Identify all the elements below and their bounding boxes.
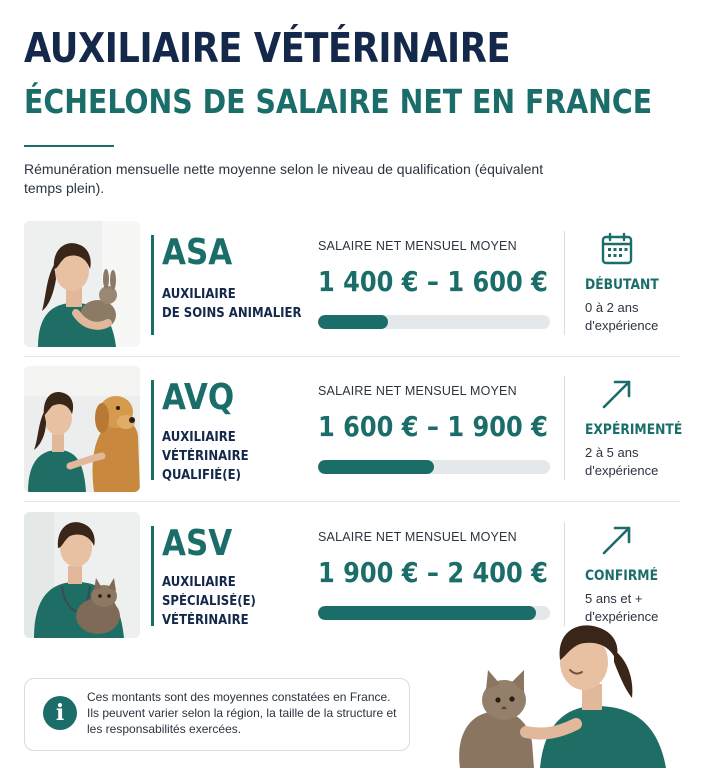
level-description xyxy=(585,444,658,480)
salary-caption: SALAIRE NET MENSUEL MOYEN xyxy=(318,239,517,253)
info-note xyxy=(24,678,410,751)
info-icon: i xyxy=(43,696,77,730)
level-label-line: AUXILIAIRE xyxy=(162,575,236,590)
level-code: AVQ xyxy=(162,377,235,418)
info-note-text: Ces montants sont des moyennes constatées en France. Ils peuvent varier selon la région, la taille de la structure et les responsabilités exercées. xyxy=(87,690,397,736)
arrow-up-right-icon xyxy=(599,522,635,558)
accent-bar xyxy=(151,235,154,335)
level-description-line: 0 à 2 ans xyxy=(585,300,639,315)
photo-assistant-rabbit xyxy=(24,221,140,347)
level-label-line: AUXILIAIRE xyxy=(162,430,236,445)
salary-bar-fill xyxy=(318,315,388,329)
salary-caption: SALAIRE NET MENSUEL MOYEN xyxy=(318,530,517,544)
salary-range: 1 400 € – 1 600 € xyxy=(318,265,548,298)
level-description-line: 2 à 5 ans xyxy=(585,445,639,460)
level-name: DÉBUTANT xyxy=(585,277,659,293)
level-label-line: QUALIFIÉ(E) xyxy=(162,468,241,483)
level-description-line: d'expérience xyxy=(585,609,659,624)
column-divider xyxy=(564,376,565,480)
salary-range: 1 600 € – 1 900 € xyxy=(318,410,548,443)
level-code: ASV xyxy=(162,523,233,564)
photo-assistant-dog xyxy=(24,366,140,492)
salary-bar-track xyxy=(318,606,550,620)
salary-bar-track xyxy=(318,460,550,474)
salary-bar-track xyxy=(318,315,550,329)
accent-bar xyxy=(151,380,154,480)
salary-caption: SALAIRE NET MENSUEL MOYEN xyxy=(318,384,517,398)
level-code: ASA xyxy=(162,232,233,273)
level-row-asa xyxy=(24,219,680,349)
level-description xyxy=(585,299,658,335)
level-label-line: VÉTÉRINAIRE xyxy=(162,449,249,464)
page-title: AUXILIAIRE VÉTÉRINAIRE xyxy=(24,24,511,72)
level-description-line: d'expérience xyxy=(585,318,659,333)
intro-text: Rémunération mensuelle nette moyenne selon le niveau de qualification (équivalent temps plein). xyxy=(24,161,544,196)
level-label-line: SPÉCIALISÉ(E) xyxy=(162,594,256,609)
level-label-line: AUXILIAIRE xyxy=(162,287,236,302)
title-rule xyxy=(24,145,114,147)
arrow-up-right-icon xyxy=(599,376,635,412)
level-name: CONFIRMÉ xyxy=(585,568,658,584)
level-label-line: VÉTÉRINAIRE xyxy=(162,613,249,628)
column-divider xyxy=(564,522,565,626)
salary-range: 1 900 € – 2 400 € xyxy=(318,556,548,589)
level-description-line: d'expérience xyxy=(585,463,659,478)
row-separator xyxy=(24,501,680,502)
salary-bar-fill xyxy=(318,606,536,620)
calendar-icon xyxy=(599,231,635,267)
accent-bar xyxy=(151,526,154,626)
illustration-assistant-with-cat xyxy=(420,620,701,768)
photo-assistant-cat xyxy=(24,512,140,638)
salary-bar-fill xyxy=(318,460,434,474)
column-divider xyxy=(564,231,565,335)
level-row-avq xyxy=(24,364,683,494)
row-separator xyxy=(24,356,680,357)
level-label-line: DE SOINS ANIMALIER xyxy=(162,306,302,321)
level-name: EXPÉRIMENTÉ xyxy=(585,422,683,438)
page-subtitle: ÉCHELONS DE SALAIRE NET EN FRANCE xyxy=(24,82,653,121)
level-description-line: 5 ans et + xyxy=(585,591,643,606)
